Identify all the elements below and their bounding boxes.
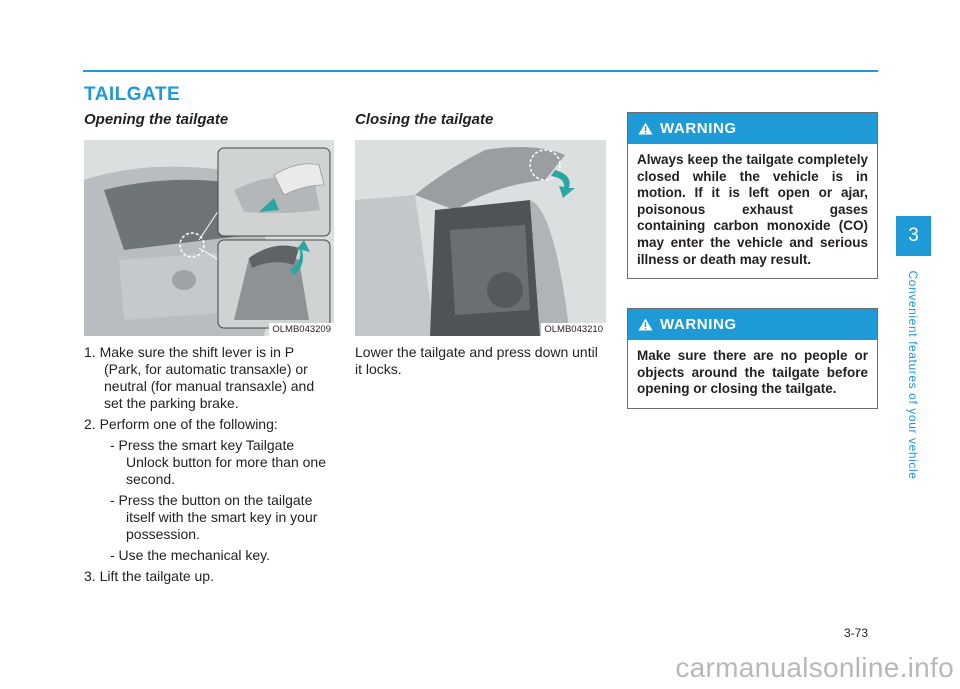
figure-code: OLMB043209 (269, 323, 334, 336)
substep-mechanical-key: - Use the mechanical key. (110, 547, 271, 563)
opening-illustration (84, 140, 334, 336)
section-title: TAILGATE (84, 84, 181, 105)
step-1: 1. Make sure the shift lever is in P (Park, for automatic transaxle) or neutral (for manual transaxle) and set the parking brake. (84, 344, 315, 411)
step-3: 3. Lift the tailgate up. (84, 568, 214, 584)
opening-heading: Opening the tailgate (84, 111, 229, 128)
warning-text: Make sure there are no people or objects around the tailgate before opening or closing the tailgate. (637, 348, 868, 397)
closing-illustration (355, 140, 606, 336)
step-2: 2. Perform one of the following: (84, 416, 278, 432)
warning-label: WARNING (660, 120, 737, 137)
warning-triangle-icon (638, 318, 653, 331)
warning-header (628, 309, 877, 340)
top-rule (83, 70, 878, 72)
closing-heading: Closing the tailgate (355, 111, 494, 128)
closing-text (355, 344, 605, 378)
substep-smart-key: - Press the smart key Tailgate Unlock button for more than one second. (110, 437, 327, 487)
chapter-title: Convenient features of your vehicle (906, 270, 920, 480)
closing-tailgate-drawing (355, 140, 606, 336)
chapter-tab (896, 216, 931, 256)
watermark: carmanualsonline.info (675, 652, 954, 683)
figure-code: OLMB043210 (541, 323, 606, 336)
warning-box-clear-area (627, 308, 878, 409)
substep-tailgate-button: - Press the button on the tailgate itself with the smart key in your possession. (110, 492, 318, 542)
warning-triangle-icon (638, 122, 653, 135)
warning-box-tailgate-closed (627, 112, 878, 279)
opening-steps (84, 344, 334, 589)
closing-instruction: Lower the tailgate and press down until it locks. (355, 344, 598, 377)
warning-text: Always keep the tailgate completely closed while the vehicle is in motion. If it is left open or ajar, poisonous exhaust gases containing carbon monoxide (CO) may enter the vehicle and serious illness or death may result. (637, 152, 868, 267)
opening-tailgate-drawing (84, 140, 334, 336)
warning-label: WARNING (660, 316, 737, 333)
page-number: 3-73 (844, 626, 869, 640)
chapter-number: 3 (908, 225, 919, 246)
warning-header (628, 113, 877, 144)
